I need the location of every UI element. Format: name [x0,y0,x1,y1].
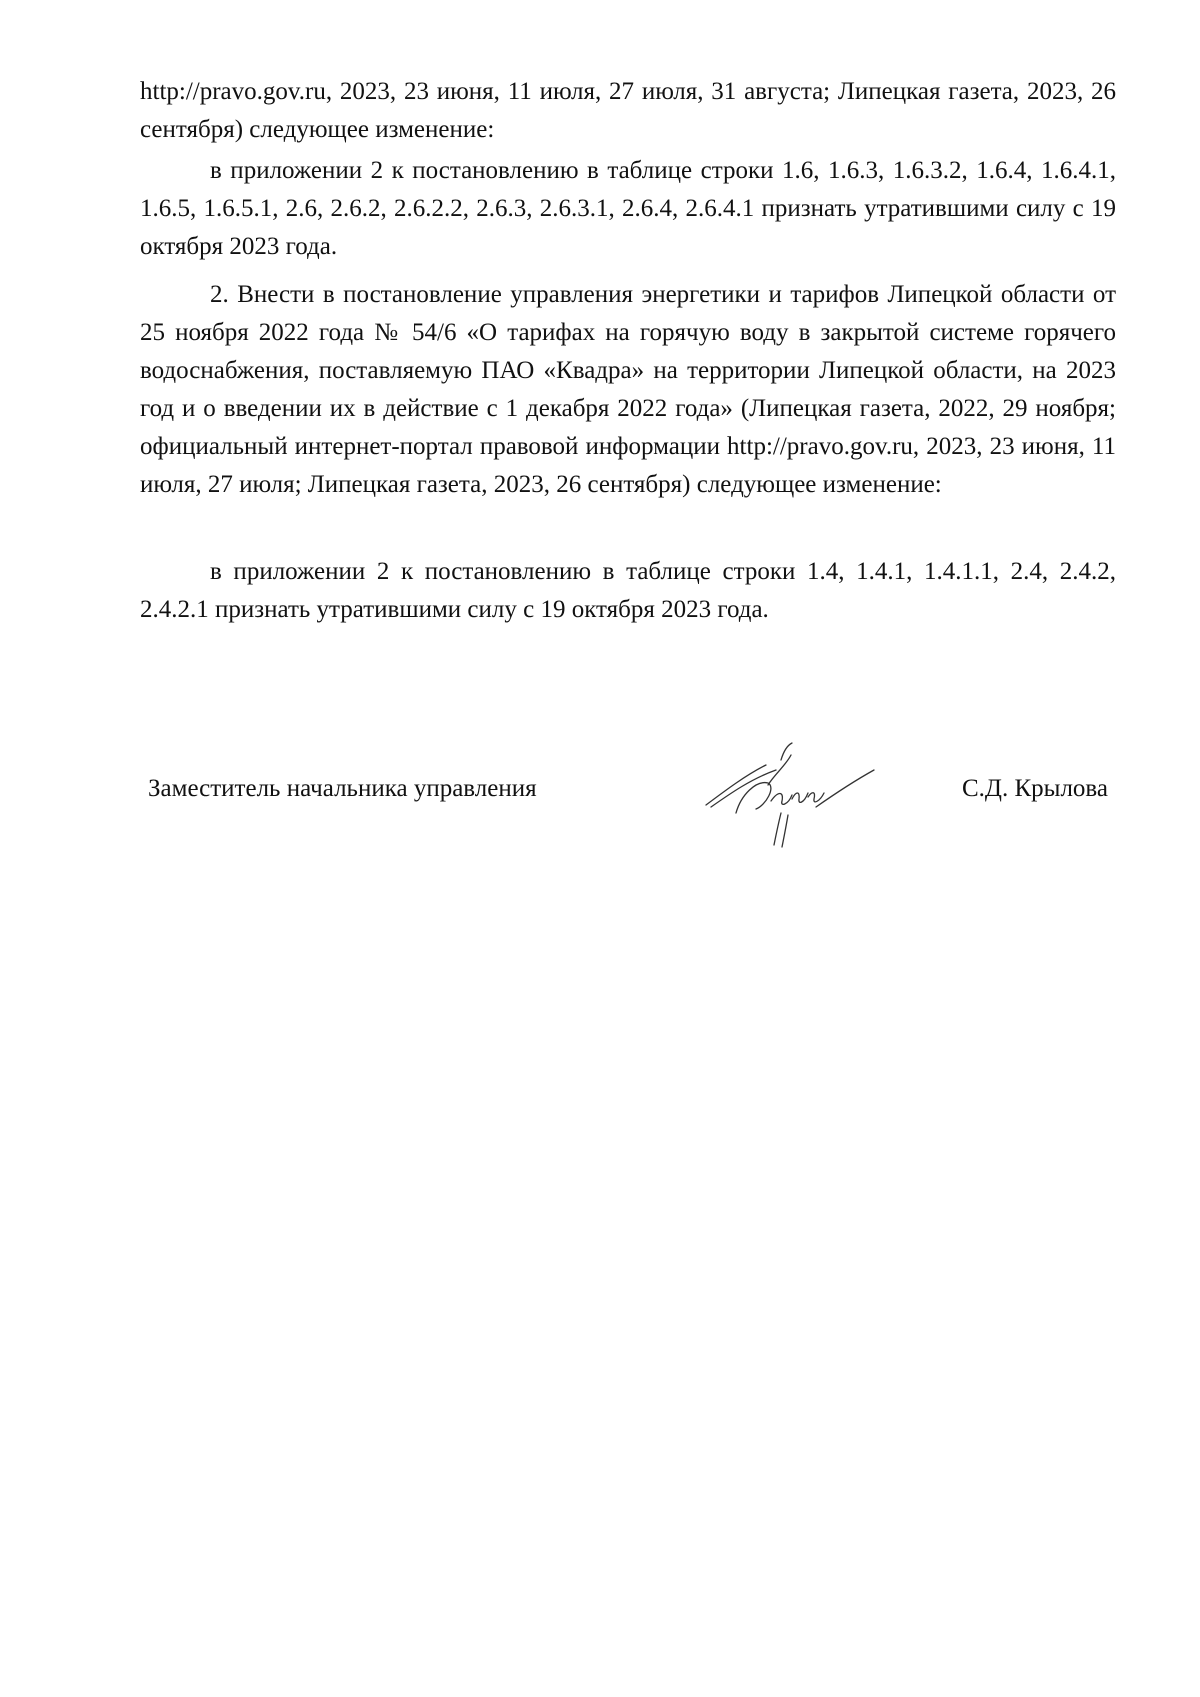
signature-block [140,735,1116,855]
paragraph-item-2 [140,276,1116,504]
paragraph-text: http://pravo.gov.ru, 2023, 23 июня, 11 июля, 27 июля, 31 августа; Липецкая газета, 2023, 26 сентября) следующее изменение: [140,78,1116,143]
paragraph-text: 2. Внести в постановление управления энергетики и тарифов Липецкой области от 25 ноября 2022 года № 54/6 «О тарифах на горячую воду в закрытой системе горячего водоснабжения, поставляемую ПАО «Квадра» на территории Липецкой области, на 2023 год и о введении их в действие с 1 декабря 2022 года» (Липецкая газета, 2022, 29 ноября; официальный интернет-портал правовой информации http://pravo.gov.ru, 2023, 23 июня, 11 июля, 27 июля; Липецкая газета, 2023, 26 сентября) следующее изменение: [140,281,1116,498]
paragraph-continuation [140,73,1116,149]
paragraph-amendment-2 [140,553,1116,629]
paragraph-text: в приложении 2 к постановлению в таблице строки 1.6, 1.6.3, 1.6.3.2, 1.6.4, 1.6.4.1, 1.6.5, 1.6.5.1, 2.6, 2.6.2, 2.6.2.2, 2.6.3, 2.6.3.1, 2.6.4, 2.6.4.1 признать утратившими силу с 19 октября 2023 года. [140,157,1116,260]
signatory-position: Заместитель начальника управления [148,775,537,802]
paragraph-amendment-1 [140,152,1116,266]
handwritten-signature-icon [696,735,876,855]
signatory-name: С.Д. Крылова [962,775,1108,802]
paragraph-text: в приложении 2 к постановлению в таблице строки 1.4, 1.4.1, 1.4.1.1, 2.4, 2.4.2, 2.4.2.1 признать утратившими силу с 19 октября 2023 года. [140,558,1116,623]
